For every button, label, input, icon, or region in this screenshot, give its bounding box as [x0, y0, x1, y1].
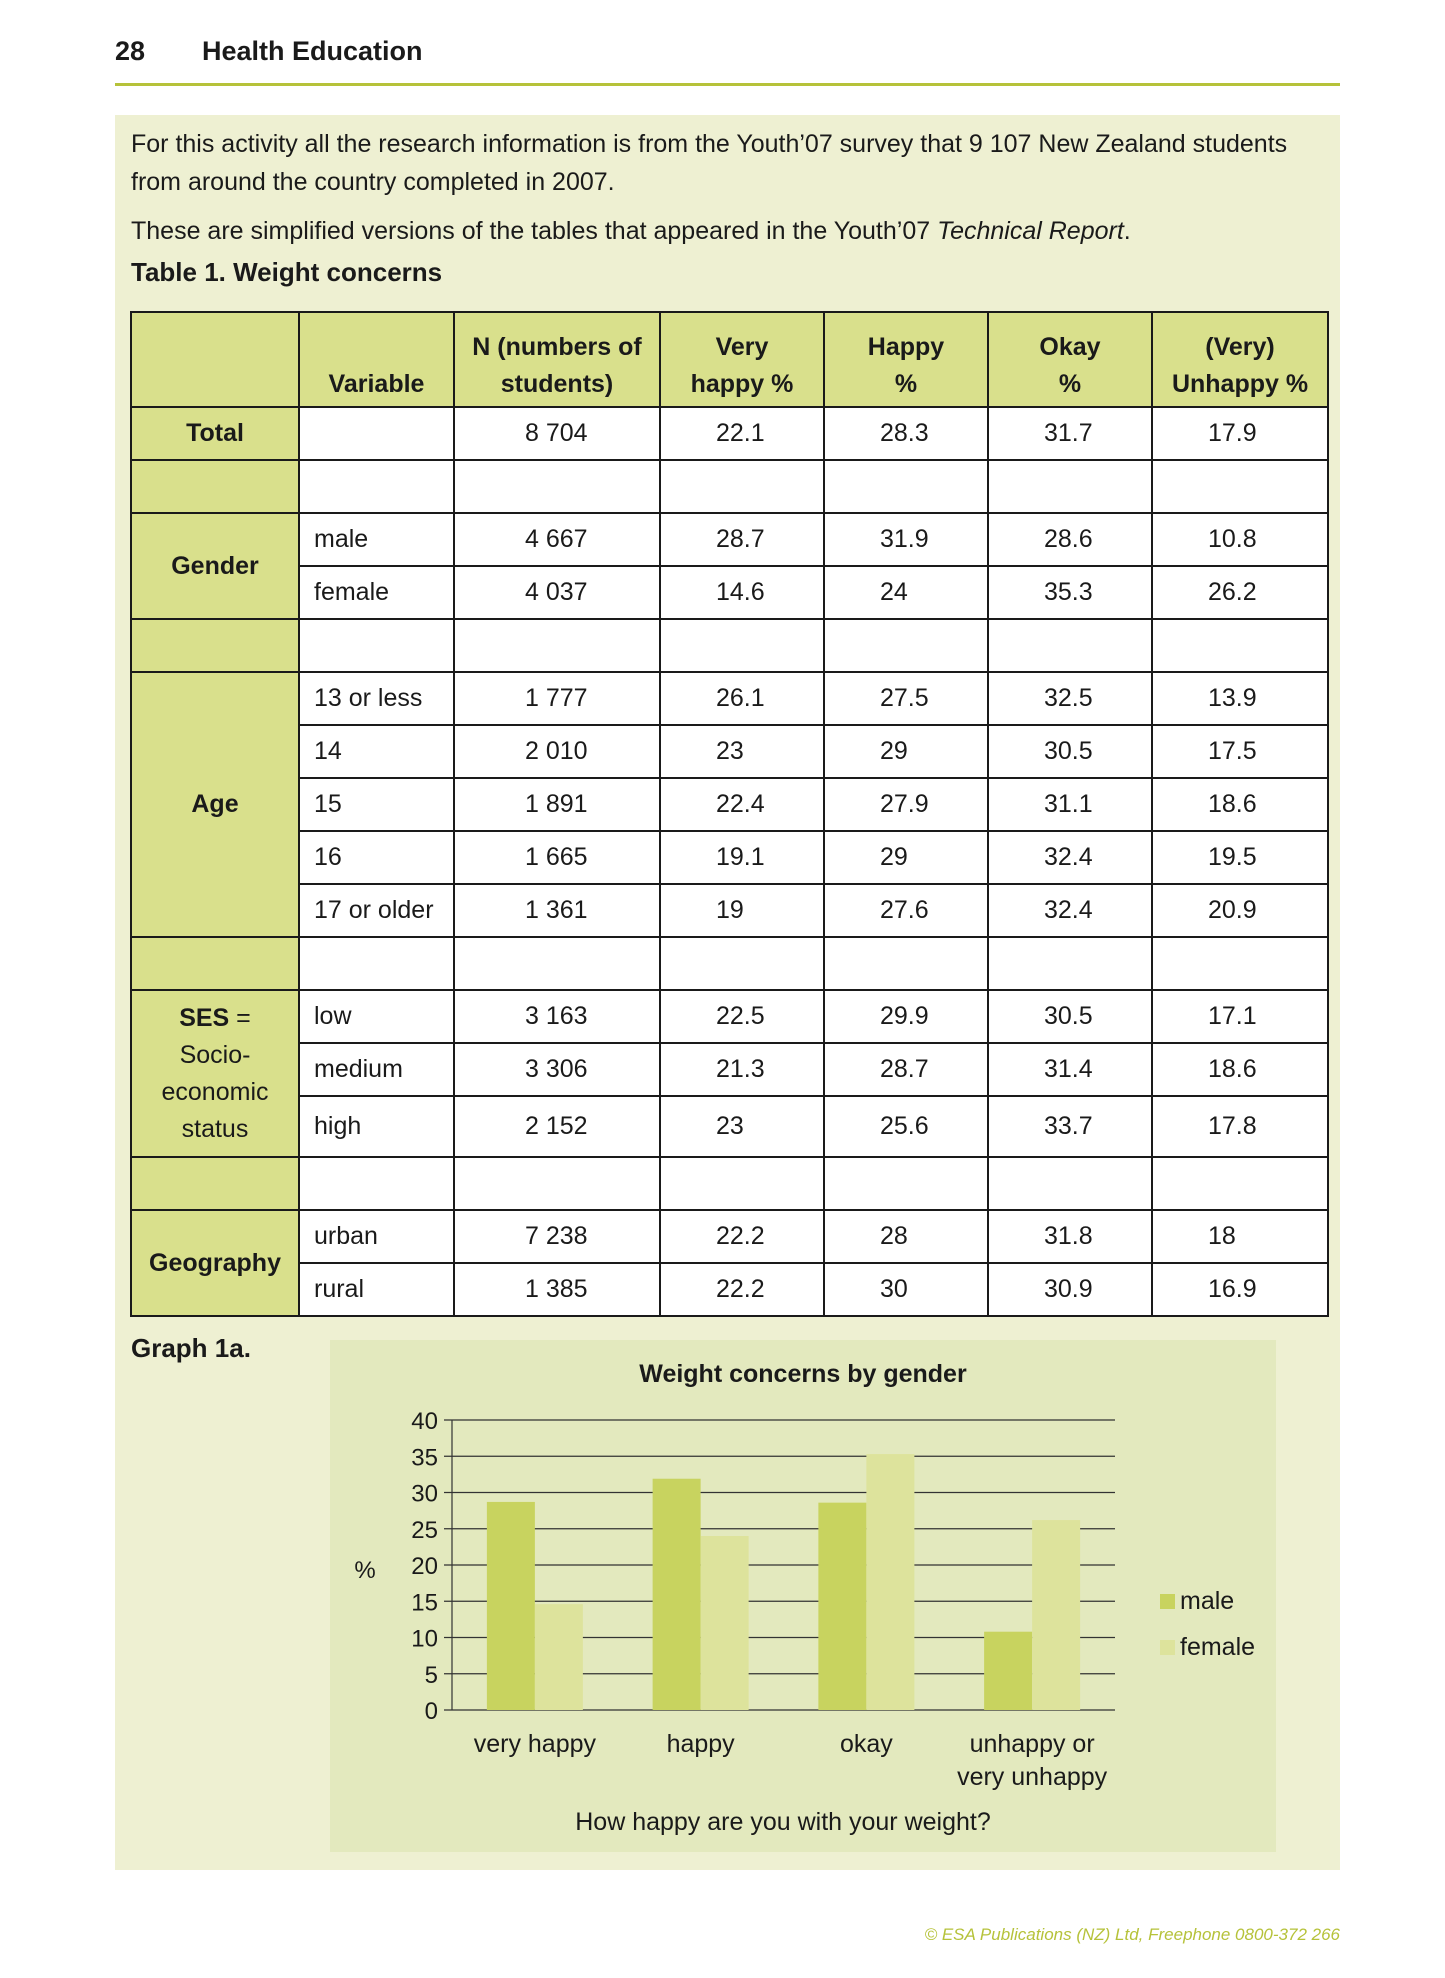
legend-swatch-male	[1160, 1594, 1175, 1609]
x-axis-label: How happy are you with your weight?	[575, 1808, 991, 1836]
header-happy: Happy %	[824, 312, 988, 407]
cell-n: 1 385	[454, 1263, 660, 1316]
cell-variable: 15	[299, 778, 454, 831]
report-title: Technical Report	[937, 217, 1124, 245]
intro-paragraph-1: For this activity all the research information is from the Youth’07 survey that 9 107 New Zealand students from around the country completed in 2007.	[131, 130, 1288, 196]
legend-swatch-female	[1160, 1640, 1175, 1655]
cell-variable: 14	[299, 725, 454, 778]
cell-variable: male	[299, 513, 454, 566]
intro-text	[131, 125, 1321, 261]
cell-unhappy: 10.8	[1152, 513, 1328, 566]
cell-okay: 30.5	[988, 990, 1152, 1043]
cell-variable: 17 or older	[299, 884, 454, 937]
cell-okay: 32.5	[988, 672, 1152, 725]
x-tick-label: okay	[839, 1730, 893, 1758]
cell-happy: 27.6	[824, 884, 988, 937]
cell-n: 8 704	[454, 407, 660, 460]
table-row	[131, 1043, 1328, 1096]
cell-okay: 31.4	[988, 1043, 1152, 1096]
y-tick-label: 0	[424, 1698, 438, 1725]
cell-okay: 31.8	[988, 1210, 1152, 1263]
group-label-gender: Gender	[131, 513, 299, 619]
table-row	[131, 884, 1328, 937]
y-tick-label: 15	[411, 1589, 438, 1617]
table-row	[131, 725, 1328, 778]
cell-very-happy: 28.7	[660, 513, 824, 566]
y-tick-label: 30	[411, 1480, 438, 1508]
cell-happy: 29	[824, 831, 988, 884]
cell-very-happy: 22.4	[660, 778, 824, 831]
bar-male	[818, 1503, 866, 1710]
weight-concerns-table	[130, 311, 1329, 1317]
spacer-row	[131, 1157, 1328, 1210]
cell-happy: 25.6	[824, 1096, 988, 1157]
cell-n: 1 777	[454, 672, 660, 725]
section-title: Health Education	[202, 36, 423, 66]
x-tick-label: unhappy or	[969, 1730, 1095, 1758]
cell-very-happy: 23	[660, 1096, 824, 1157]
cell-okay: 35.3	[988, 566, 1152, 619]
cell-okay: 31.7	[988, 407, 1152, 460]
cell-variable: rural	[299, 1263, 454, 1316]
cell-very-happy: 19.1	[660, 831, 824, 884]
bar-male	[984, 1632, 1032, 1710]
table-row	[131, 778, 1328, 831]
cell-unhappy: 18.6	[1152, 1043, 1328, 1096]
legend-label-male: male	[1180, 1587, 1235, 1615]
header-okay: Okay %	[988, 312, 1152, 407]
weight-concerns-chart	[330, 1340, 1276, 1852]
cell-n: 7 238	[454, 1210, 660, 1263]
cell-okay: 32.4	[988, 884, 1152, 937]
activity-panel	[115, 115, 1340, 1870]
cell-okay: 33.7	[988, 1096, 1152, 1157]
table-row	[131, 513, 1328, 566]
cell-very-happy: 26.1	[660, 672, 824, 725]
bar-male	[653, 1479, 701, 1710]
cell-very-happy: 22.5	[660, 990, 824, 1043]
x-tick-label: very happy	[473, 1730, 597, 1758]
table-row	[131, 566, 1328, 619]
cell-n: 1 361	[454, 884, 660, 937]
bar-female	[701, 1536, 749, 1710]
table-row	[131, 1263, 1328, 1316]
cell-variable: urban	[299, 1210, 454, 1263]
cell-variable: medium	[299, 1043, 454, 1096]
cell-happy: 27.9	[824, 778, 988, 831]
cell-unhappy: 17.5	[1152, 725, 1328, 778]
cell-very-happy: 23	[660, 725, 824, 778]
table-title: Table 1. Weight concerns	[131, 257, 443, 287]
bar-female	[535, 1604, 583, 1710]
group-label-geography: Geography	[131, 1210, 299, 1316]
group-label-ses: SES = Socio- economic status	[131, 990, 299, 1157]
cell-variable: high	[299, 1096, 454, 1157]
cell-happy: 28.3	[824, 407, 988, 460]
chart-title: Weight concerns by gender	[639, 1360, 967, 1388]
y-tick-label: 25	[411, 1516, 438, 1544]
y-tick-label: 20	[411, 1553, 438, 1580]
table-row	[131, 1096, 1328, 1157]
y-tick-label: 40	[411, 1408, 438, 1435]
page-header	[115, 30, 1340, 86]
cell-unhappy: 18.6	[1152, 778, 1328, 831]
header-very-happy: Very happy %	[660, 312, 824, 407]
bar-female	[866, 1454, 914, 1710]
cell-variable: low	[299, 990, 454, 1043]
cell-unhappy: 19.5	[1152, 831, 1328, 884]
cell-n: 3 163	[454, 990, 660, 1043]
cell-happy: 30	[824, 1263, 988, 1316]
cell-okay: 30.5	[988, 725, 1152, 778]
cell-n: 4 667	[454, 513, 660, 566]
page-number: 28	[115, 36, 146, 66]
cell-n: 1 665	[454, 831, 660, 884]
cell-very-happy: 22.2	[660, 1263, 824, 1316]
y-axis-label: %	[354, 1557, 376, 1584]
cell-n: 3 306	[454, 1043, 660, 1096]
header-unhappy: (Very) Unhappy %	[1152, 312, 1328, 407]
cell-happy: 24	[824, 566, 988, 619]
table-row	[131, 1210, 1328, 1263]
x-tick-label: happy	[666, 1730, 735, 1758]
cell-unhappy: 13.9	[1152, 672, 1328, 725]
cell-variable: 13 or less	[299, 672, 454, 725]
cell-variable	[299, 407, 454, 460]
cell-unhappy: 17.8	[1152, 1096, 1328, 1157]
spacer-row	[131, 460, 1328, 513]
cell-very-happy: 21.3	[660, 1043, 824, 1096]
cell-okay: 30.9	[988, 1263, 1152, 1316]
cell-unhappy: 17.9	[1152, 407, 1328, 460]
y-tick-label: 10	[411, 1625, 438, 1653]
cell-unhappy: 26.2	[1152, 566, 1328, 619]
cell-happy: 31.9	[824, 513, 988, 566]
y-tick-label: 5	[424, 1661, 438, 1689]
cell-happy: 29	[824, 725, 988, 778]
cell-happy: 28	[824, 1210, 988, 1263]
cell-unhappy: 17.1	[1152, 990, 1328, 1043]
cell-okay: 28.6	[988, 513, 1152, 566]
cell-happy: 29.9	[824, 990, 988, 1043]
chart-svg	[330, 1340, 1276, 1852]
table-header-row	[131, 312, 1328, 407]
group-label-age: Age	[131, 672, 299, 937]
header-blank	[131, 312, 299, 407]
spacer-row	[131, 619, 1328, 672]
header-variable: Variable	[299, 312, 454, 407]
copyright-footer: © ESA Publications (NZ) Ltd, Freephone 0800-372 266	[924, 1925, 1340, 1944]
graph-label: Graph 1a.	[131, 1333, 251, 1363]
cell-happy: 27.5	[824, 672, 988, 725]
intro-paragraph-2: These are simplified versions of the tables that appeared in the Youth’07 Technical Report.	[131, 217, 1131, 245]
cell-very-happy: 14.6	[660, 566, 824, 619]
table-row	[131, 672, 1328, 725]
bar-female	[1032, 1520, 1080, 1710]
cell-okay: 31.1	[988, 778, 1152, 831]
y-tick-label: 35	[411, 1444, 438, 1472]
cell-unhappy: 18	[1152, 1210, 1328, 1263]
legend-label-female: female	[1180, 1633, 1256, 1661]
cell-happy: 28.7	[824, 1043, 988, 1096]
table-row	[131, 407, 1328, 460]
spacer-row	[131, 937, 1328, 990]
cell-unhappy: 16.9	[1152, 1263, 1328, 1316]
group-label-total: Total	[131, 407, 299, 460]
table-row	[131, 990, 1328, 1043]
cell-very-happy: 19	[660, 884, 824, 937]
header-n: N (numbers of students)	[454, 312, 660, 407]
cell-unhappy: 20.9	[1152, 884, 1328, 937]
cell-variable: 16	[299, 831, 454, 884]
cell-okay: 32.4	[988, 831, 1152, 884]
cell-n: 2 010	[454, 725, 660, 778]
cell-n: 4 037	[454, 566, 660, 619]
cell-very-happy: 22.2	[660, 1210, 824, 1263]
cell-n: 1 891	[454, 778, 660, 831]
bar-male	[487, 1502, 535, 1710]
x-tick-label: very unhappy	[957, 1763, 1108, 1791]
cell-very-happy: 22.1	[660, 407, 824, 460]
cell-n: 2 152	[454, 1096, 660, 1157]
cell-variable: female	[299, 566, 454, 619]
table-row	[131, 831, 1328, 884]
